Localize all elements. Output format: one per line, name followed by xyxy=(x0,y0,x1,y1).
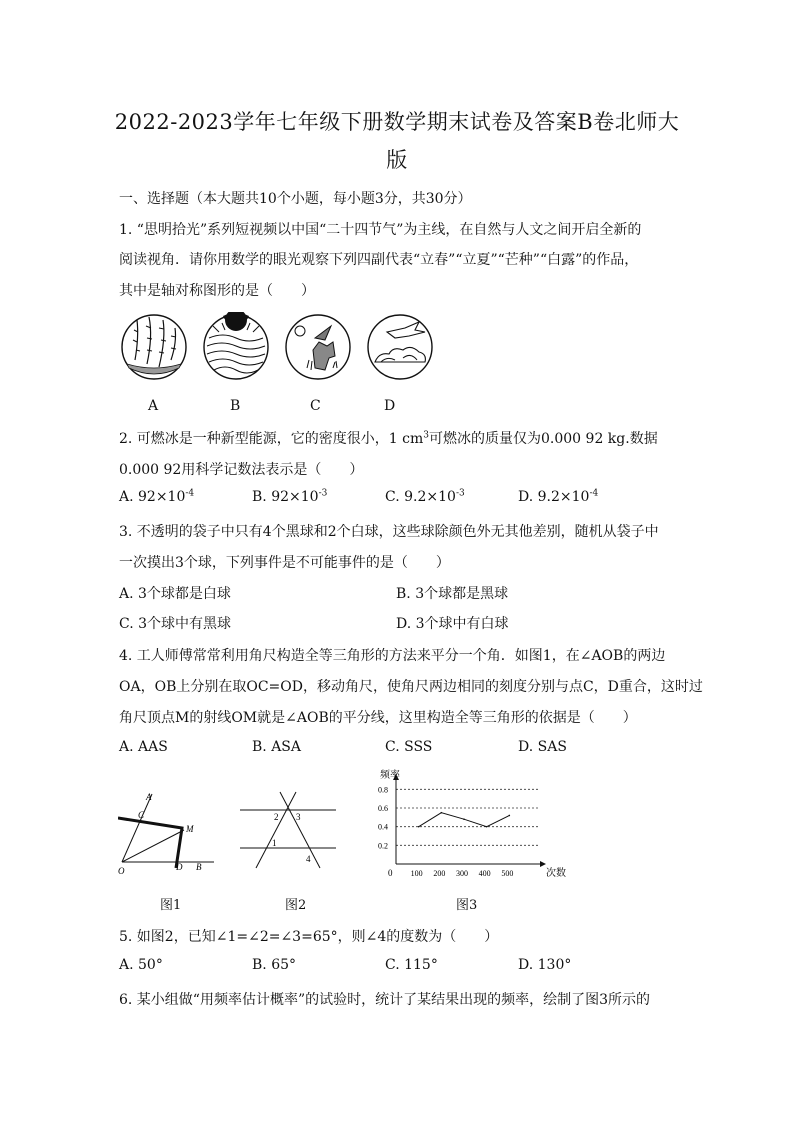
figure-2-caption: 图2 xyxy=(285,898,307,913)
figure-2 xyxy=(238,790,338,870)
q1-artworks xyxy=(119,312,449,382)
figure-3-chart xyxy=(356,768,576,888)
chart-point xyxy=(441,812,443,814)
chart-point xyxy=(509,815,511,817)
chart-point xyxy=(418,826,420,828)
fig1-point-o: O xyxy=(118,866,125,876)
q6-text-1: 6. 某小组做“用频率估计概率”的试验时，统计了某结果出现的频率，绘制了图3所示的 xyxy=(119,992,651,1008)
chart-y-label: 频率 xyxy=(380,770,400,781)
chart-y-tick-label: 0.4 xyxy=(378,822,388,832)
figure-1 xyxy=(118,790,218,876)
q2-option-d: D. $9.2\times 10^{-4}$ xyxy=(518,488,599,505)
q2-option-c: C. $9.2\times 10^{-3}$ xyxy=(385,488,465,505)
artwork-c-icon xyxy=(286,315,350,379)
q4-option-b: B. ASA xyxy=(252,739,301,755)
q5-option-b: B. 65° xyxy=(252,957,297,973)
q4-text-2: OA，OB上分别在取OC=OD，移动角尺，使角尺两边相同的刻度分别与点C，D重合，这时过 xyxy=(119,679,703,695)
fig2-angle-2: 2 xyxy=(274,812,279,822)
fig2-angle-3: 3 xyxy=(296,812,301,822)
fig1-point-b: B xyxy=(196,862,202,872)
q3-option-b: B. 3个球都是黑球 xyxy=(396,586,509,602)
chart-x-label: 次数 xyxy=(546,868,566,879)
q4-text-1: 4. 工人师傅常常利用角尺构造全等三角形的方法来平分一个角．如图1，在∠AOB的两边 xyxy=(119,648,666,664)
q1-text-1: 1. “思明拾光”系列短视频以中国“二十四节气”为主线，在自然与人文之间开启全新的 xyxy=(119,222,642,238)
q3-option-d: D. 3个球中有白球 xyxy=(396,616,509,632)
chart-x-tick-label: 500 xyxy=(501,869,514,878)
artwork-d-icon xyxy=(368,315,432,379)
q3-text-1: 3. 不透明的袋子中只有4个黑球和2个白球，这些球除颜色外无其他差别，随机从袋子中 xyxy=(119,524,659,540)
chart-x-tick-label: 300 xyxy=(456,869,468,878)
document-title-cont: 版 xyxy=(386,148,408,172)
fig2-angle-1: 1 xyxy=(272,838,277,848)
q1-label-a: A xyxy=(148,398,159,414)
artwork-a-icon xyxy=(122,315,186,379)
q5-text-1: 5. 如图2，已知∠1=∠2=∠3=65°，则∠4的度数为（ ） xyxy=(119,929,499,945)
q1-label-d: D xyxy=(384,398,396,414)
chart-point xyxy=(463,818,465,820)
q1-text-3: 其中是轴对称图形的是（ ） xyxy=(119,283,315,299)
q4-text-3: 角尺顶点M的射线OM就是∠AOB的平分线，这里构造全等三角形的依据是（ ） xyxy=(119,710,637,726)
chart-point xyxy=(486,826,488,828)
chart-y-tick-label: 0.8 xyxy=(378,785,388,795)
fig1-point-m: M xyxy=(186,824,194,834)
q3-text-2: 一次摸出3个球，下列事件是不可能事件的是（ ） xyxy=(119,555,450,571)
q3-option-c: C. 3个球中有黑球 xyxy=(119,616,232,632)
q4-option-c: C. SSS xyxy=(385,739,433,755)
chart-x-arrow xyxy=(540,861,546,867)
document-title: 2022-2023学年七年级下册数学期末试卷及答案B卷北师大 xyxy=(114,110,680,134)
q5-option-a: A. 50° xyxy=(119,957,163,973)
q5-option-c: C. 115° xyxy=(385,957,438,973)
fig1-point-a: A xyxy=(146,792,152,802)
chart-origin: 0 xyxy=(388,868,393,878)
figure-3-caption: 图3 xyxy=(456,898,478,913)
fig1-point-c: C xyxy=(138,810,145,820)
q2-option-b: B. $92\times 10^{-3}$ xyxy=(252,488,328,505)
fig1-point-d: D xyxy=(176,862,183,872)
q2-text-1: 2. 可燃冰是一种新型能源，它的密度很小，1 $cm^3$可燃冰的质量仅为0.000 92 kg.数据 xyxy=(119,430,658,447)
q1-label-b: B xyxy=(230,398,241,414)
chart-y-tick-label: 0.2 xyxy=(378,841,388,851)
q4-option-a: A. AAS xyxy=(119,739,168,755)
q2-option-a: A. $92\times 10^{-4}$ xyxy=(119,488,195,505)
q3-option-a: A. 3个球都是白球 xyxy=(119,586,231,602)
chart-x-tick-label: 200 xyxy=(433,869,446,878)
chart-x-tick-label: 400 xyxy=(478,869,491,878)
fig2-angle-4: 4 xyxy=(306,854,311,864)
chart-x-tick-label: 100 xyxy=(410,869,423,878)
chart-y-tick-label: 0.6 xyxy=(378,804,388,813)
q2-text-2: 0.000 92用科学记数法表示是（ ） xyxy=(119,462,364,478)
q1-label-c: C xyxy=(310,398,321,414)
q5-option-d: D. 130° xyxy=(518,957,572,973)
artwork-b-icon xyxy=(204,312,268,379)
section-heading: 一、选择题（本大题共10个小题，每小题3分，共30分） xyxy=(119,191,472,207)
q4-option-d: D. SAS xyxy=(518,739,567,755)
q1-text-2: 阅读视角．请你用数学的眼光观察下列四副代表“立春”“立夏”“芒种”“白露”的作品， xyxy=(119,252,639,268)
figure-1-caption: 图1 xyxy=(160,898,182,913)
